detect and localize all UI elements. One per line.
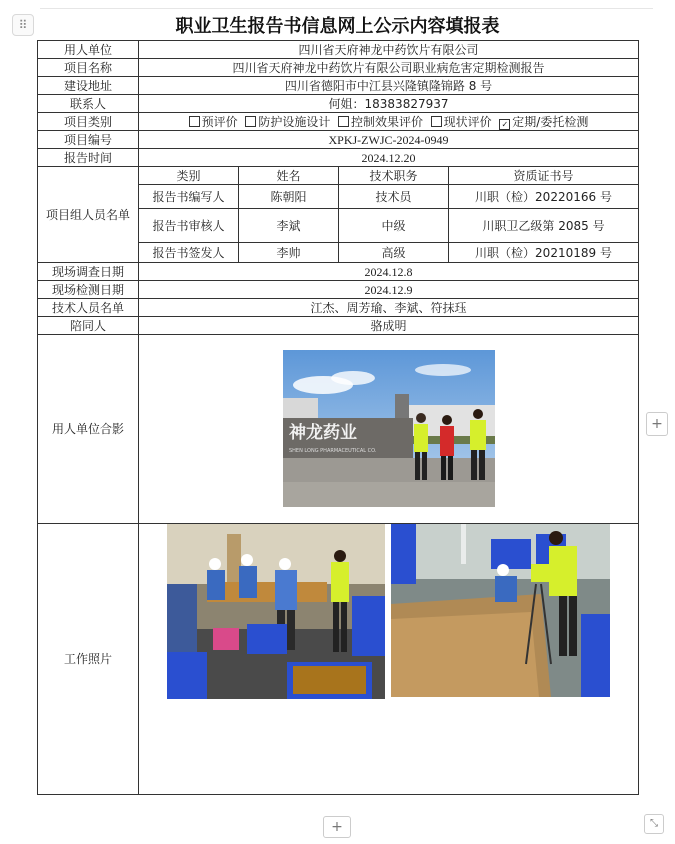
address-value[interactable]: 四川省德阳市中江县兴隆镇隆锦路 8 号 [139, 77, 639, 95]
category-option-control-eval[interactable]: 控制效果评价 [338, 115, 423, 129]
project-name-label: 项目名称 [38, 59, 139, 77]
project-name-value[interactable]: 四川省天府神龙中药饮片有限公司职业病危害定期检测报告 [139, 59, 639, 77]
category-label: 项目类别 [38, 113, 139, 131]
row-employer [38, 41, 639, 59]
technicians-label: 技术人员名单 [38, 299, 139, 317]
row-work-photos [38, 524, 639, 795]
row-project-name [38, 59, 639, 77]
member-name[interactable]: 李斌 [239, 209, 339, 243]
row-address [38, 77, 639, 95]
escort-label: 陪同人 [38, 317, 139, 335]
member-title[interactable]: 技术员 [339, 185, 449, 209]
address-label: 建设地址 [38, 77, 139, 95]
resize-icon[interactable]: ⤡ [644, 814, 664, 834]
members-header-cert: 资质证书号 [449, 167, 639, 185]
member-role: 报告书签发人 [139, 243, 239, 263]
checkbox-icon[interactable] [431, 116, 442, 127]
disclosure-form-table [37, 40, 639, 795]
contact-value[interactable]: 何姐：18383827937 [139, 95, 639, 113]
category-option-protection-design[interactable]: 防护设施设计 [245, 115, 330, 129]
sign-subtext: SHEN LONG PHARMACEUTICAL CO. [288, 448, 376, 454]
member-name[interactable]: 陈朝阳 [239, 185, 339, 209]
drag-handle-icon[interactable]: ⠿ [12, 14, 34, 36]
member-cert[interactable]: 川职卫乙级第 2085 号 [449, 209, 639, 243]
group-photo-image[interactable] [283, 350, 495, 507]
members-header-title: 技术职务 [339, 167, 449, 185]
work-photo-cell [139, 524, 639, 795]
members-header-role: 类别 [139, 167, 239, 185]
report-time-label: 报告时间 [38, 149, 139, 167]
row-escort [38, 317, 639, 335]
member-title[interactable]: 高级 [339, 243, 449, 263]
category-options [139, 113, 639, 131]
checkbox-icon[interactable] [189, 116, 200, 127]
row-report-time [38, 149, 639, 167]
row-contact [38, 95, 639, 113]
work-photo-left[interactable] [167, 524, 385, 699]
members-header-name: 姓名 [239, 167, 339, 185]
category-option-status-eval[interactable]: 现状评价 [431, 115, 492, 129]
technicians-value[interactable]: 江杰、周芳瑜、李斌、符抹珏 [139, 299, 639, 317]
checkbox-icon[interactable] [338, 116, 349, 127]
member-role: 报告书编写人 [139, 185, 239, 209]
escort-value[interactable]: 骆成明 [139, 317, 639, 335]
row-category [38, 113, 639, 131]
checkbox-checked-icon[interactable]: ✓ [499, 119, 510, 130]
row-project-no [38, 131, 639, 149]
group-photo-svg [283, 350, 495, 507]
employer-value[interactable]: 四川省天府神龙中药饮片有限公司 [139, 41, 639, 59]
add-row-button[interactable]: + [323, 816, 351, 838]
work-photos-row [139, 524, 638, 699]
report-time-value[interactable]: 2024.12.20 [139, 149, 639, 167]
row-survey-date [38, 263, 639, 281]
row-test-date [38, 281, 639, 299]
survey-date-value[interactable]: 2024.12.8 [139, 263, 639, 281]
member-title[interactable]: 中级 [339, 209, 449, 243]
member-name[interactable]: 李帅 [239, 243, 339, 263]
work-photo-right[interactable] [391, 524, 610, 697]
employer-label: 用人单位 [38, 41, 139, 59]
row-group-photo [38, 335, 639, 524]
work-photo-label: 工作照片 [38, 524, 139, 795]
group-photo-cell [139, 335, 639, 524]
test-date-value[interactable]: 2024.12.9 [139, 281, 639, 299]
group-photo-label: 用人单位合影 [38, 335, 139, 524]
member-cert[interactable]: 川职（检）20220166 号 [449, 185, 639, 209]
member-role: 报告书审核人 [139, 209, 239, 243]
test-date-label: 现场检测日期 [38, 281, 139, 299]
page-title: 职业卫生报告书信息网上公示内容填报表 [175, 16, 500, 37]
member-cert[interactable]: 川职（检）20210189 号 [449, 243, 639, 263]
add-column-button[interactable]: + [646, 412, 668, 436]
category-option-periodic-test[interactable]: ✓ 定期/委托检测 [499, 115, 588, 129]
project-no-label: 项目编号 [38, 131, 139, 149]
checkbox-icon[interactable] [245, 116, 256, 127]
row-technicians [38, 299, 639, 317]
category-option-pre-eval[interactable]: 预评价 [189, 115, 238, 129]
members-label: 项目组人员名单 [38, 167, 139, 263]
work-photo-left-svg [167, 524, 385, 699]
survey-date-label: 现场调查日期 [38, 263, 139, 281]
work-photo-right-svg [391, 524, 610, 697]
contact-label: 联系人 [38, 95, 139, 113]
top-divider [40, 8, 653, 9]
project-no-value[interactable]: XPKJ-ZWJC-2024-0949 [139, 131, 639, 149]
sign-text: 神龙药业 [288, 423, 357, 443]
row-members-header [38, 167, 639, 185]
